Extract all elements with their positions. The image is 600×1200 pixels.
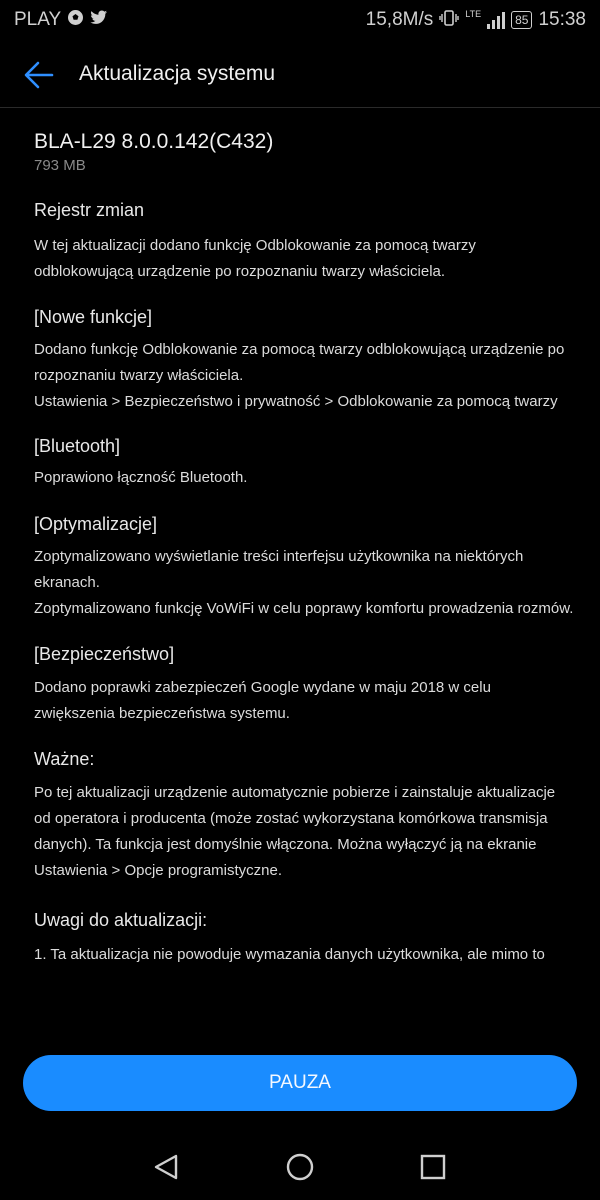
- network-speed: 15,8M/s: [365, 9, 434, 30]
- optimizations-title: [Optymalizacje]: [34, 514, 158, 534]
- nav-home-icon[interactable]: [283, 1150, 317, 1184]
- security-title: [Bezpieczeństwo]: [34, 644, 175, 664]
- nav-back-icon[interactable]: [150, 1150, 184, 1184]
- new-features-text: Dodano funkcję Odblokowanie za pomocą twarzy odblokowującą urządzenie po rozpoznaniu twarzy właściciela.: [34, 341, 565, 384]
- navigation-bar: [0, 1130, 600, 1200]
- notes-text: 1. Ta aktualizacja nie powoduje wymazania danych użytkownika, ale mimo to: [34, 946, 545, 963]
- network-type: LTE: [465, 9, 482, 19]
- notes-title: Uwagi do aktualizacji:: [34, 910, 208, 930]
- clock: 15:38: [538, 9, 586, 30]
- bluetooth-text: Poprawiono łączność Bluetooth.: [34, 469, 248, 486]
- important-title: Ważne:: [34, 749, 95, 769]
- pause-button[interactable]: PAUZA: [23, 1055, 577, 1111]
- important-text: Po tej aktualizacji urządzenie automatycznie pobierze i zainstaluje aktualizacje od operatora i producenta (może zostać wykorzystana komórkowa transmisja danych). Ta funkcja jest domyślnie włączona. Można wyłączyć ją na ekranie Ustawienia > Opcje programistyczne.: [34, 784, 556, 879]
- changelog-intro: W tej aktualizacji dodano funkcję Odblokowanie za pomocą twarzy odblokowującą urządzenie po rozpoznaniu twarzy właściciela.: [34, 237, 476, 280]
- new-features-path: Ustawienia > Bezpieczeństwo i prywatność > Odblokowanie za pomocą twarzy: [34, 393, 558, 410]
- update-size: 793 MB: [34, 157, 86, 174]
- changelog-title: Rejestr zmian: [34, 200, 145, 220]
- security-text: Dodano poprawki zabezpieczeń Google wydane w maju 2018 w celu zwiększenia bezpieczeństwa systemu.: [34, 679, 491, 722]
- bluetooth-title: [Bluetooth]: [34, 436, 121, 456]
- optimizations-text-1: Zoptymalizowano wyświetlanie treści interfejsu użytkownika na niektórych ekranach.: [34, 548, 524, 591]
- battery-icon: 85: [511, 11, 532, 29]
- nav-recents-icon[interactable]: [416, 1150, 450, 1184]
- optimizations-text-2: Zoptymalizowano funkcję VoWiFi w celu poprawy komfortu prowadzenia rozmów.: [34, 600, 574, 617]
- update-version: BLA-L29 8.0.0.142(C432): [34, 130, 274, 153]
- carrier-name: PLAY: [14, 9, 62, 30]
- update-details: [34, 128, 574, 968]
- new-features-title: [Nowe funkcje]: [34, 307, 153, 327]
- page-title: Aktualizacja systemu: [79, 62, 276, 85]
